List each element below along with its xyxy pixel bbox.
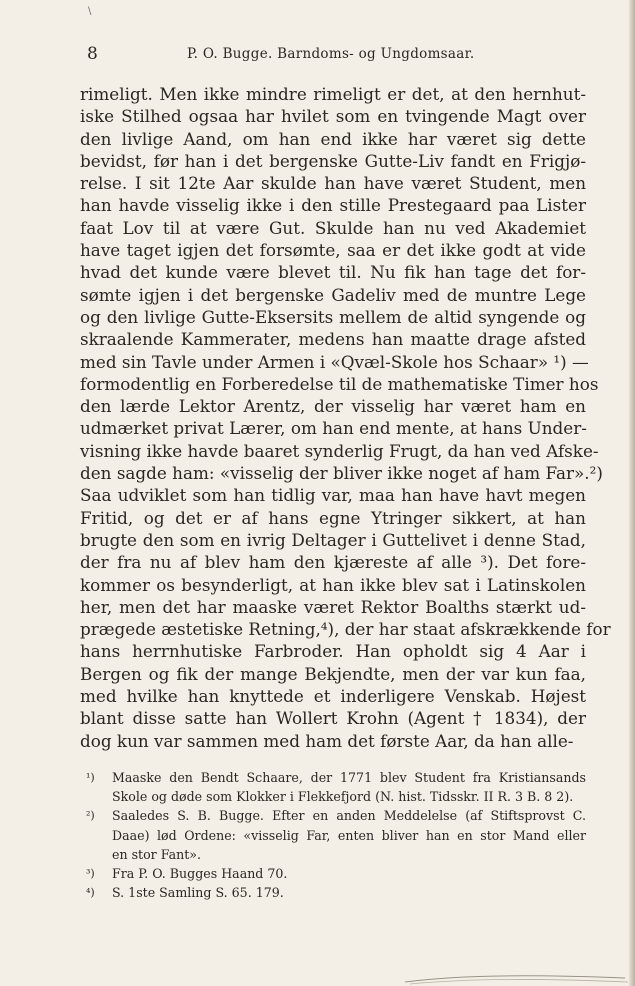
footnote-line: Maaske den Bendt Schaare, der 1771 blev Student fra Kristiansands	[112, 770, 586, 785]
footnote	[80, 883, 586, 902]
body-line: sømte igjen i det bergenske Gadeliv med de muntre Lege	[80, 284, 586, 305]
body-line: hvad det kunde være blevet til. Nu fik han tage det for-	[80, 262, 586, 283]
body-line: og den livlige Gutte-Eksersits mellem de altid syngende og	[80, 306, 586, 327]
footnote	[80, 806, 586, 864]
body-line: Fritid, og det er af hans egne Ytringer sikkert, at han	[80, 507, 586, 528]
body-line: formodentlig en Forberedelse til de mathematiske Timer hos	[80, 373, 599, 394]
body-line: prægede æstetiske Retning,⁴), der har staat afskrækkende for	[80, 619, 611, 640]
body-line: hans herrnhutiske Farbroder. Han opholdt sig 4 Aar i	[80, 641, 586, 662]
page-header	[87, 44, 585, 68]
body-line: den sagde ham: «visselig der bliver ikke noget af ham Far».²)	[80, 463, 603, 484]
body-line: Bergen og fik der mange Bekjendte, men der var kun faa,	[80, 663, 586, 684]
body-line: visning ikke havde baaret synderlig Frugt, da han ved Afske-	[80, 440, 599, 461]
footnotes	[80, 768, 586, 902]
body-line: den livlige Aand, om han end ikke har været sig dette	[80, 128, 586, 149]
body-line: skraalende Kammerater, medens han maatte drage afsted	[80, 329, 586, 350]
page-edge	[629, 0, 635, 986]
body-line: udmærket privat Lærer, om han end mente, at hans Under-	[80, 418, 587, 439]
page-number: 8	[87, 44, 98, 64]
body-line: faat Lov til at være Gut. Skulde han nu ved Akademiet	[80, 217, 586, 238]
footnote-line: Fra P. O. Bugges Haand 70.	[112, 866, 288, 882]
body-line: relse. I sit 12te Aar skulde han have været Student, men	[80, 173, 586, 194]
body-line: med sin Tavle under Armen i «Qvæl-Skole hos Schaar» ¹) —	[80, 351, 589, 372]
footnote	[80, 864, 586, 883]
body-line: han havde visselig ikke i den stille Prestegaard paa Lister	[80, 195, 586, 216]
corner-mark: \	[88, 6, 92, 17]
body-line: blant disse satte han Wollert Krohn (Agent † 1834), der	[80, 708, 586, 729]
footnote-line: Saaledes S. B. Bugge. Efter en anden Meddelelse (af Stiftsprovst C.	[112, 808, 586, 824]
footnote-mark: ²)	[86, 809, 95, 823]
footnote-mark: ¹)	[86, 771, 95, 784]
body-line: med hvilke han knyttede et inderligere Venskab. Højest	[80, 686, 586, 707]
body-line: have taget igjen det forsømte, saa er det ikke godt at vide	[80, 240, 586, 261]
running-head: P. O. Bugge. Barndoms- og Ungdomsaar.	[187, 46, 475, 62]
body-line: bevidst, før han i det bergenske Gutte-Liv fandt en Frigjø-	[80, 150, 586, 171]
footnote-line: S. 1ste Samling S. 65. 179.	[112, 885, 284, 901]
body-line: der fra nu af blev ham den kjæreste af alle ³). Det fore-	[80, 552, 586, 573]
body-line: iske Stilhed ogsaa har hvilet som en tvingende Magt over	[80, 106, 586, 127]
body-line: brugte den som en ivrig Deltager i Guttelivet i denne Stad,	[80, 529, 586, 550]
footnote-line: en stor Fant».	[112, 846, 201, 862]
footnote-mark: ⁴)	[86, 886, 95, 900]
body-line: Saa udviklet som han tidlig var, maa han have havt megen	[80, 485, 586, 506]
body-line: den lærde Lektor Arentz, der visselig har været ham en	[80, 396, 586, 417]
footnote-line: Daae) lød Ordene: «visselig Far, enten bliver han en stor Mand eller	[112, 827, 586, 843]
body-line: dog kun var sammen med ham det første Aar, da han alle-	[80, 730, 574, 751]
footnote-mark: ³)	[86, 867, 95, 881]
body-line: rimeligt. Men ikke mindre rimeligt er det, at den hernhut-	[80, 84, 586, 104]
body-line: her, men det har maaske været Rektor Boalths stærkt ud-	[80, 596, 586, 617]
body-text	[80, 83, 611, 752]
footnote-line: Skole og døde som Klokker i Flekkefjord (N. hist. Tidsskr. II R. 3 B. 8 2).	[112, 789, 574, 805]
body-line: kommer os besynderligt, at han ikke blev sat i Latinskolen	[80, 574, 586, 595]
bottom-decoration	[400, 968, 630, 986]
footnote	[80, 768, 586, 806]
